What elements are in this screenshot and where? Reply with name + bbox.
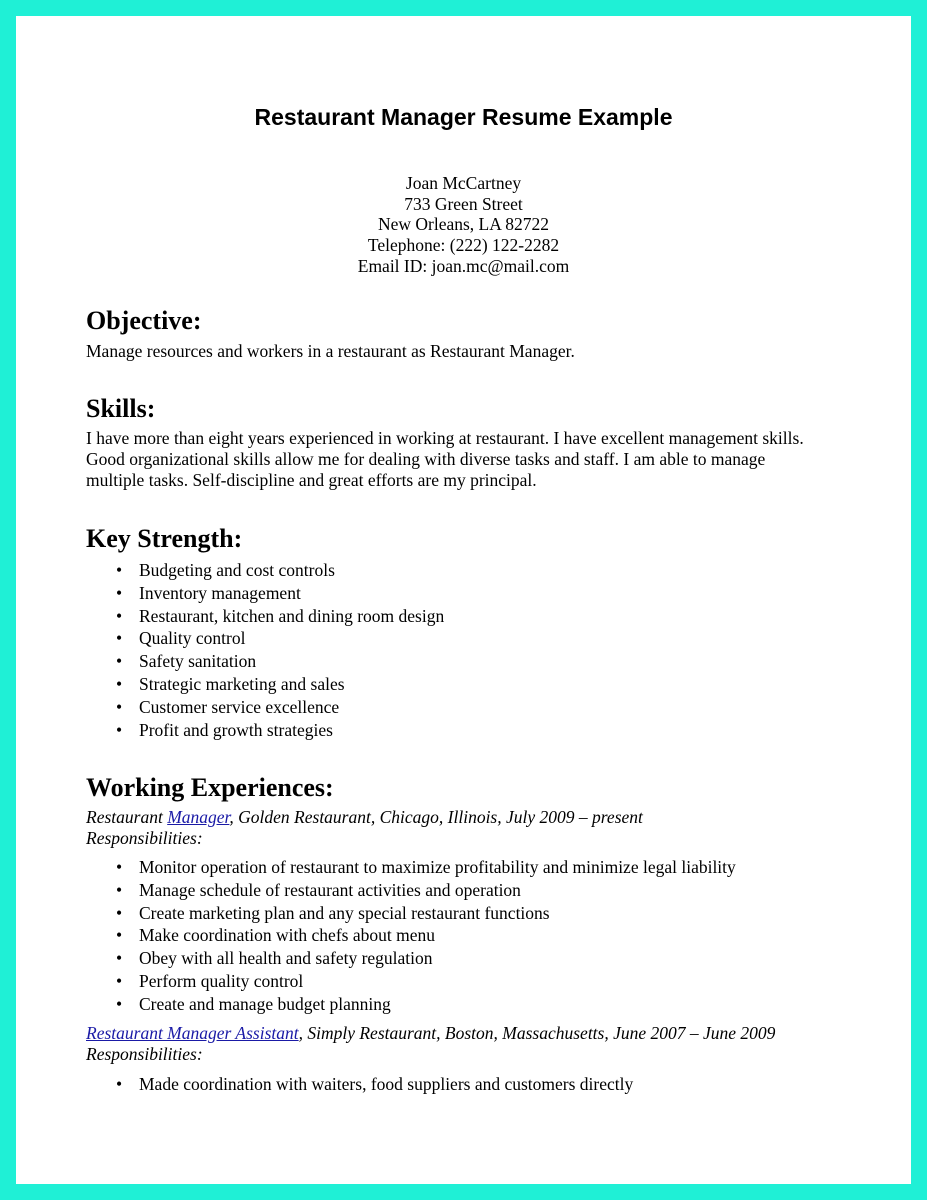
list-item: • Create marketing plan and any special restaurant functions: [86, 902, 886, 925]
responsibilities-list: [86, 856, 886, 1016]
list-item: • Manage schedule of restaurant activities and operation: [86, 879, 886, 902]
contact-block: [16, 173, 911, 277]
objective-heading: Objective:: [86, 306, 202, 335]
responsibilities-label: Responsibilities:: [86, 828, 203, 848]
list-item: • Budgeting and cost controls: [86, 559, 886, 582]
list-item: • Strategic marketing and sales: [86, 673, 886, 696]
contact-street: 733 Green Street: [404, 193, 523, 214]
job-title-details: , Simply Restaurant, Boston, Massachusetts, June 2007 – June 2009: [298, 1022, 776, 1043]
skills-line: multiple tasks. Self-discipline and great efforts are my principal.: [86, 470, 537, 490]
job-title-line: [86, 807, 886, 828]
experience-section: [86, 773, 886, 1095]
job-title-link[interactable]: Restaurant Manager Assistant: [86, 1022, 299, 1043]
list-item: • Customer service excellence: [86, 696, 886, 719]
responsibilities-label: Responsibilities:: [86, 1043, 203, 1064]
skills-section: [86, 394, 886, 491]
list-item: • Safety sanitation: [86, 650, 886, 673]
responsibilities-list: [86, 1073, 886, 1096]
contact-telephone: Telephone: (222) 122-2282: [367, 235, 560, 256]
list-item: • Make coordination with chefs about menu: [86, 924, 886, 947]
job-title-details: , Golden Restaurant, Chicago, Illinois, July 2009 – present: [229, 807, 643, 827]
resume-page: [16, 16, 911, 1184]
key-strength-list: [86, 559, 886, 741]
list-item: • Obey with all health and safety regulation: [86, 947, 886, 970]
list-item: • Perform quality control: [86, 970, 886, 993]
job-title-link[interactable]: Manager: [167, 807, 230, 827]
job-title-line: [86, 1023, 886, 1044]
list-item: • Inventory management: [86, 582, 886, 605]
skills-line: Good organizational skills allow me for dealing with diverse tasks and staff. I am able to manage: [86, 449, 766, 469]
list-item: • Quality control: [86, 627, 886, 650]
objective-text: Manage resources and workers in a restaurant as Restaurant Manager.: [86, 341, 575, 361]
contact-city: New Orleans, LA 82722: [377, 214, 550, 235]
list-item: • Made coordination with waiters, food suppliers and customers directly: [86, 1073, 886, 1096]
objective-section: [86, 306, 886, 362]
key-strength-heading: Key Strength:: [86, 524, 243, 553]
skills-heading: Skills:: [86, 394, 156, 423]
skills-text: [86, 428, 886, 491]
list-item: • Profit and growth strategies: [86, 719, 886, 742]
page-title: Restaurant Manager Resume Example: [254, 104, 673, 130]
skills-line: I have more than eight years experienced in working at restaurant. I have excellent management skills.: [86, 428, 804, 448]
list-item: • Monitor operation of restaurant to maximize profitability and minimize legal liability: [86, 856, 886, 879]
list-item: • Restaurant, kitchen and dining room design: [86, 605, 886, 628]
list-item: • Create and manage budget planning: [86, 993, 886, 1016]
key-strength-section: [86, 524, 886, 741]
experience-heading: Working Experiences:: [86, 773, 334, 802]
job-title-prefix: Restaurant: [86, 807, 168, 827]
contact-name: Joan McCartney: [405, 173, 522, 193]
contact-email: Email ID: joan.mc@mail.com: [357, 255, 570, 276]
